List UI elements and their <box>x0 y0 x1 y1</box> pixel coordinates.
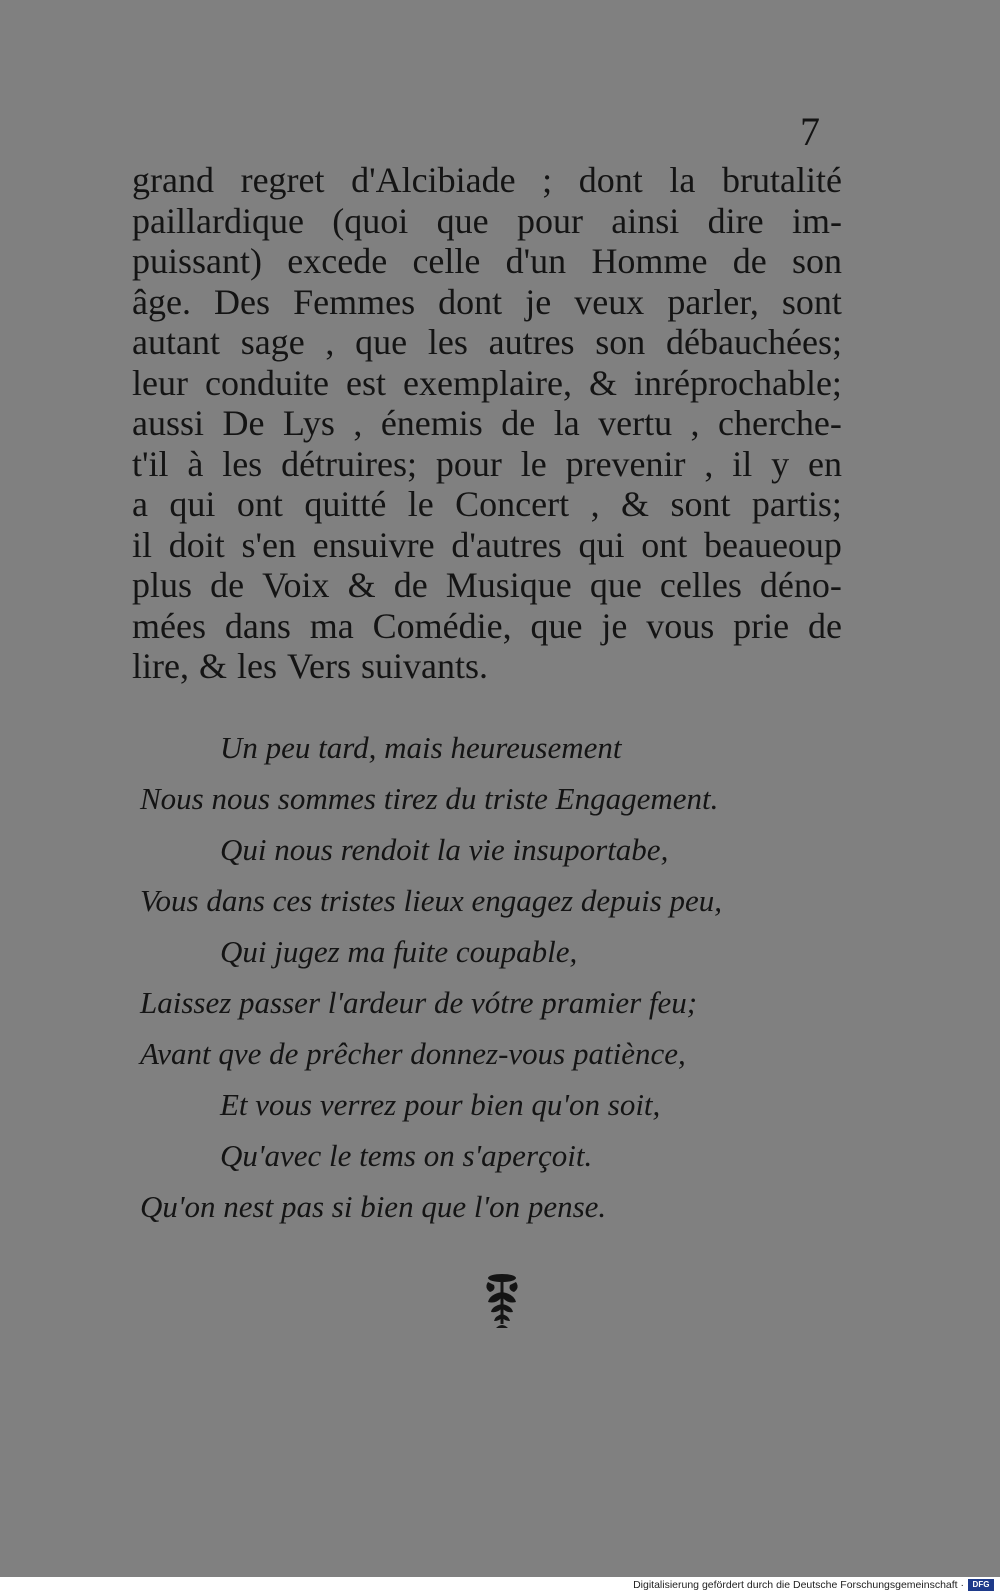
prose-word: la <box>553 403 580 443</box>
prose-word: ainsi <box>611 200 680 241</box>
prose-word: qui <box>578 524 625 565</box>
prose-word: , <box>704 443 714 484</box>
dfg-logo: DFG <box>968 1579 994 1591</box>
prose-word: d'Alcibiade <box>351 160 516 200</box>
prose-word: lire, <box>132 646 189 686</box>
prose-word: Comédie, <box>372 605 512 646</box>
prose-word: de <box>210 565 245 605</box>
prose-word: plus <box>132 565 193 605</box>
verse-line: Qui nous rendoit la vie insuportabe, <box>220 832 669 867</box>
prose-word: vertu <box>598 403 673 443</box>
verse-line: Et vous verrez pour bien qu'on soit, <box>220 1087 661 1122</box>
prose-word: d'autres <box>451 524 562 565</box>
prose-word: quitté <box>304 484 387 524</box>
prose-word: de <box>501 403 536 443</box>
prose-word: beaueoup <box>704 524 842 565</box>
prose-word: exemplaire, <box>403 362 572 403</box>
prose-word: partis; <box>751 484 842 524</box>
prose-word: le <box>520 443 547 484</box>
prose-word: celles <box>659 565 742 605</box>
prose-word: im- <box>791 200 842 241</box>
prose-word: Concert <box>455 484 570 524</box>
prose-word: son <box>791 241 842 281</box>
prose-line <box>132 606 842 647</box>
prose-word: débauchées; <box>666 322 842 362</box>
prose-word: vous <box>646 605 715 646</box>
verse-line: Qui jugez ma fuite coupable, <box>220 934 578 969</box>
prose-word: de <box>732 241 767 281</box>
prose-line <box>132 160 842 201</box>
prose-word: les <box>427 322 468 362</box>
verse-line: Qu'on nest pas si bien que l'on pense. <box>140 1189 607 1224</box>
prose-word: de <box>808 605 842 646</box>
prose-word: & <box>198 646 227 686</box>
prose-word: dans <box>224 605 291 646</box>
prose-word: ont <box>236 484 283 524</box>
prose-word: le <box>407 484 434 524</box>
prose-word: sage <box>240 322 305 362</box>
prose-word: sont <box>781 281 842 322</box>
prose-line <box>132 201 842 242</box>
prose-word: déno- <box>759 565 842 605</box>
verse-line: Nous nous sommes tirez du triste Engagement. <box>140 781 719 816</box>
prose-word: que <box>530 605 583 646</box>
prose-line <box>132 282 842 323</box>
prose-word: ont <box>641 524 688 565</box>
prose-word: détruires; <box>281 443 418 484</box>
prose-paragraph <box>132 160 842 687</box>
prose-word: est <box>346 362 386 403</box>
prose-word: , <box>325 322 335 362</box>
prose-word: prie <box>733 605 790 646</box>
prose-word: la <box>669 160 696 200</box>
prose-word: à <box>187 443 204 484</box>
verse-line: Vous dans ces tristes lieux engagez depuis peu, <box>140 883 723 918</box>
prose-word: De <box>222 403 265 443</box>
prose-word: celle <box>412 241 481 281</box>
prose-word: dont <box>438 281 503 322</box>
prose-word: autant <box>132 322 220 362</box>
prose-word: paillardique <box>132 200 304 241</box>
prose-word: s'en <box>241 524 296 565</box>
prose-word: Homme <box>591 241 708 281</box>
prose-word: suivants. <box>360 646 488 686</box>
prose-word: son <box>595 322 646 362</box>
prose-word: puissant) <box>132 241 262 281</box>
prose-word: que <box>355 322 408 362</box>
prose-word: je <box>601 605 628 646</box>
prose-line <box>132 525 842 566</box>
prose-word: je <box>525 281 552 322</box>
digitization-credit: Digitalisierung gefördert durch die Deutsche Forschungsgemeinschaft · <box>633 1579 964 1591</box>
prose-word: regret <box>240 160 325 200</box>
prose-word: t'il <box>132 443 169 484</box>
prose-line <box>132 363 842 404</box>
verse-line: Avant qve de prêcher donnez-vous patiènce, <box>140 1036 686 1071</box>
prose-word: qui <box>169 484 216 524</box>
prose-word: Lys <box>282 403 335 443</box>
prose-word: sont <box>670 484 731 524</box>
prose-word: & <box>347 565 376 605</box>
prose-word: pour <box>516 200 583 241</box>
prose-word: Vers <box>287 646 351 686</box>
verse-line: Un peu tard, mais heureusement <box>220 730 622 765</box>
prose-word: parler, <box>667 281 759 322</box>
prose-word: ; <box>542 160 553 200</box>
prose-word: veux <box>574 281 645 322</box>
prose-line <box>132 241 842 282</box>
prose-word: y <box>771 443 790 484</box>
prose-word: & <box>588 362 617 403</box>
prose-word: Musique <box>445 565 572 605</box>
prose-word: il <box>732 443 753 484</box>
prose-line <box>132 646 842 687</box>
prose-word: prevenir <box>565 443 686 484</box>
prose-line <box>132 444 842 485</box>
prose-word: que <box>436 200 489 241</box>
prose-word: (quoi <box>332 200 409 241</box>
page-number: 7 <box>800 109 820 154</box>
prose-word: âge. <box>132 281 191 322</box>
prose-word: grand <box>132 160 214 200</box>
prose-word: , <box>690 403 700 443</box>
prose-line <box>132 565 842 606</box>
prose-word: les <box>222 443 263 484</box>
prose-word: , <box>590 484 600 524</box>
prose-word: & <box>621 484 650 524</box>
prose-word: dont <box>578 160 643 200</box>
prose-line <box>132 484 842 525</box>
verse-line: Laissez passer l'ardeur de vótre pramier feu; <box>140 985 698 1020</box>
prose-word: conduite <box>205 362 329 403</box>
prose-word: a <box>132 484 148 524</box>
prose-word: mées <box>132 605 206 646</box>
prose-word: en <box>807 443 842 484</box>
prose-word: il <box>132 524 153 565</box>
printers-fleuron-icon <box>482 1272 522 1332</box>
prose-word: dire <box>707 200 764 241</box>
prose-word: doit <box>168 524 225 565</box>
verse-line: Qu'avec le tems on s'aperçoit. <box>220 1138 593 1173</box>
prose-word: autres <box>488 322 575 362</box>
prose-word: ensuivre <box>312 524 435 565</box>
prose-word: Des <box>214 281 271 322</box>
prose-word: , <box>353 403 363 443</box>
prose-word: leur <box>132 362 188 403</box>
prose-word: d'un <box>505 241 567 281</box>
prose-line <box>132 322 842 363</box>
verse-block <box>140 722 840 1232</box>
prose-word: brutalité <box>722 160 842 200</box>
prose-line <box>132 403 842 444</box>
prose-word: que <box>589 565 642 605</box>
prose-word: les <box>237 646 277 686</box>
prose-word: Voix <box>262 565 330 605</box>
prose-word: excede <box>287 241 388 281</box>
prose-word: ma <box>309 605 354 646</box>
prose-word: cherche- <box>718 403 842 443</box>
prose-word: inréprochable; <box>634 362 842 403</box>
prose-word: de <box>393 565 428 605</box>
prose-word: aussi <box>132 403 204 443</box>
prose-word: énemis <box>380 403 483 443</box>
prose-word: Femmes <box>293 281 416 322</box>
prose-word: pour <box>435 443 502 484</box>
